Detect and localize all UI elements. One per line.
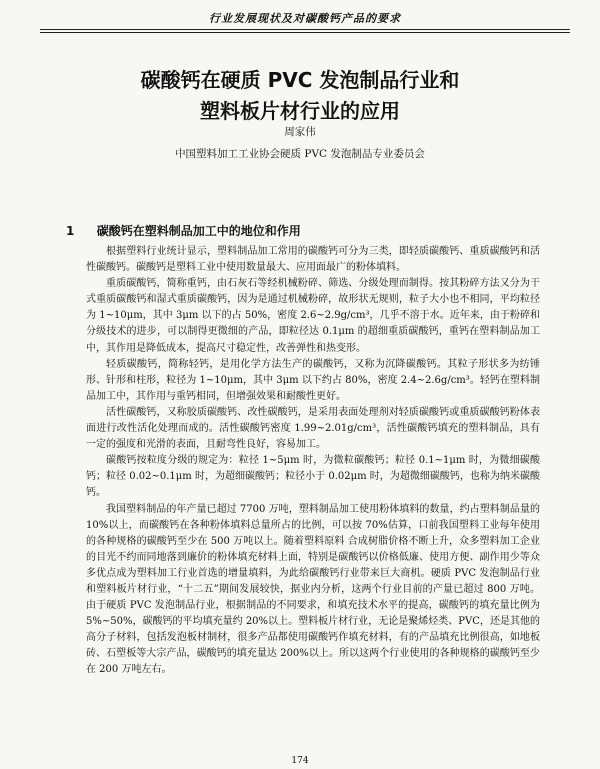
paragraph-active-calcium: 活性碳酸钙，又称胶质碳酸钙、改性碳酸钙，是采用表面处理剂对轻质碳酸钙或重质碳酸钙粉体表面进行改性活化处理而成的。活性碳酸钙密度 1.99~2.01g/cm³，活性碳酸钙填充的塑料制品，具有一定的强度和光滑的表面，且耐弯性良好，容易加工。: [86, 406, 540, 451]
author-affiliation: 中国塑料加工工业协会硬质 PVC 发泡制品专业委员会: [175, 148, 425, 160]
page-number: 174: [291, 756, 309, 766]
paragraph-intro: 根据塑料行业统计显示，塑料制品加工常用的碳酸钙可分为三类，即轻质碳酸钙、重质碳酸钙和活性碳酸钙。碳酸钙是塑料工业中使用数量最大、应用面最广的粉体填料。: [86, 246, 540, 274]
paragraph-market: 我国塑料制品的年产量已超过 7700 万吨，塑料制品加工使用粉体填料的数量，约占塑料制品量的 10%以上，而碳酸钙在各种粉体填料总量所占的比例，可以按 70%估算，口前我国塑料工业每年使用的各种规格的碳酸钙至少在 500 万吨以上。随着塑料原料 合成树脂价格不断上升，众多塑料加工企业的目光不约而同地落到廉价的粉体填充材料上面，特别是碳酸钙以价格低廉、使用方便、副作用少等众多优点成为塑料加工行业首选的增量填料，为此给碳酸钙行业带来巨大商机。硬质 PVC 发泡制品行业和塑料板片材行业，“十二五”期间发展较快，据业内分析，这两个行业目前的产量已超过 800 万吨。由于硬质 PVC 发泡制品行业，根据制品的不同要求，和填充技术水平的提高，碳酸钙的填充量比例为 5%~50%，碳酸钙的平均填充量约 20%以上。塑料板片材行业，无论是聚烯烃类、PVC，还是其他的高分子材料，包括发泡板材制材，很多产品都使用碳酸钙作填充材料，有的产品填充比例很高，如地板砖、石塑板等大宗产品，碳酸钙的填充量达 200%以上。所以这两个行业使用的各种规格的碳酸钙至少在 200 万吨左右。: [86, 503, 540, 676]
running-header: 行业发展现状及对碳酸钙产品的要求: [209, 12, 401, 25]
header-rule: [40, 29, 570, 30]
article-title-line-2: 塑料板片材行业的应用: [200, 99, 400, 123]
section-title: 碳酸钙在塑料制品加工中的地位和作用: [96, 224, 301, 238]
article-title-line-1: 碳酸钙在硬质 PVC 发泡制品行业和: [140, 68, 460, 92]
section-number: 1: [66, 224, 75, 238]
paragraph-particle-size: 碳酸钙按粒度分级的规定为：粒径 1~5μm 时，为微粒碳酸钙；粒径 0.1~1μm 时，为微细碳酸钙；粒径 0.02~0.1μm 时，为超细碳酸钙；粒径小于 0.02μm 时，为超微细碳酸钙，也称为纳米碳酸钙。: [86, 455, 540, 499]
section-heading: [66, 222, 301, 239]
body-text: [86, 244, 540, 679]
author-name: 周家伟: [284, 126, 316, 138]
header-rule-thin: [40, 32, 570, 33]
paragraph-heavy-calcium: 重质碳酸钙，简称重钙，由石灰石等经机械粉碎、筛选、分级处理而制得。按其粉碎方法又分为干式重质碳酸钙和湿式重质碳酸钙，因为是通过机械粉碎，故形状无规则，粒子大小也不相同，平均粒径为 1~10μm，其中 3μm 以下的占 50%，密度 2.6~2.9g/cm³，几乎不溶于水。近年来，由于粉碎和分级技术的进步，可以制得更微细的产品，即粒径达 0.1μm 的超细重质碳酸钙，重钙在塑料制品加工中，其作用是降低成本，提高尺寸稳定性，改善弹性和热变形。: [86, 278, 540, 354]
paragraph-light-calcium: 轻质碳酸钙，简称轻钙，是用化学方法生产的碳酸钙，又称为沉降碳酸钙。其粒子形状多为纺锤形、针形和柱形，粒径为 1~10μm，其中 3μm 以下约占 80%，密度 2.4~2.6g/cm³。轻钙在塑料制品加工中，其作用与重钙相同，但增强效果和耐酸性更好。: [86, 358, 540, 402]
